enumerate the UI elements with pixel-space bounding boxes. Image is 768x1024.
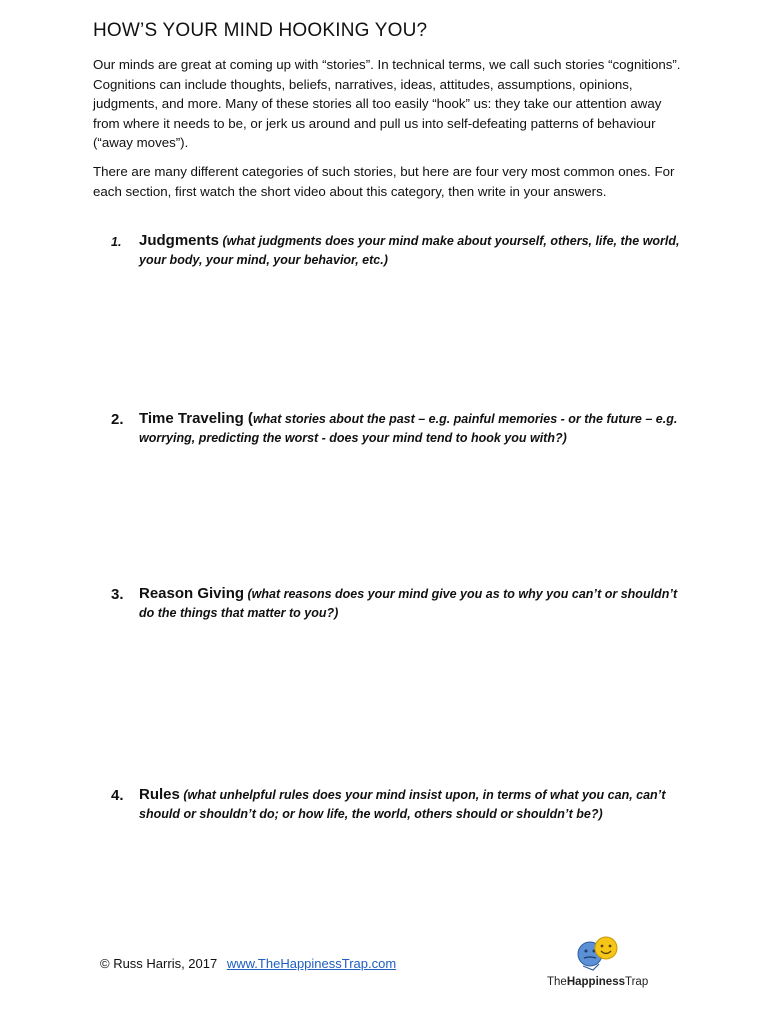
intro-paragraph-1: Our minds are great at coming up with “stories”. In technical terms, we call such stories “cognitions”. Cognitions can include thoughts, beliefs, narratives, ideas, attitudes, assumptions, opinions, judgments, and more. Many of these stories all too easily “hook” us: they take our attention away from where it needs to be, or jerk us around and pull us into self-defeating patterns of behaviour (“away moves”). (93, 57, 681, 150)
website-link[interactable]: www.TheHappinessTrap.com (226, 956, 397, 971)
section-number: 1. (111, 235, 122, 249)
intro-paragraph-2: There are many different categories of such stories, but here are four very most common ones. For each section, first watch the short video about this category, then write in your answers. (93, 164, 675, 199)
section-time-traveling (111, 409, 681, 448)
section-heading: Reason Giving (139, 585, 245, 602)
section-description: (what unhelpful rules does your mind insist upon, in terms of what you can, can’t should or shouldn’t do; or how life, the world, others should or shouldn’t be?) (139, 788, 666, 821)
section-heading: Time Traveling ( (139, 410, 253, 427)
footer (100, 956, 396, 971)
section-heading: Rules (139, 786, 180, 803)
section-description: (what judgments does your mind make about yourself, others, life, the world, your body, your mind, your behavior, etc.) (139, 234, 680, 267)
section-heading: Judgments (139, 232, 220, 249)
copyright-text: © Russ Harris, 2017 (100, 956, 218, 971)
happiness-trap-logo (545, 934, 655, 994)
section-judgments (111, 231, 681, 270)
section-reason-giving (111, 584, 681, 623)
section-number: 4. (111, 787, 124, 804)
logo-wordmark: TheHappinessTrap (547, 976, 649, 988)
section-rules (111, 785, 681, 824)
section-number: 3. (111, 586, 124, 603)
smiley-faces-icon (573, 934, 623, 976)
section-description: (what reasons does your mind give you as to why you can’t or shouldn’t do the things that matter to you?) (139, 587, 678, 620)
section-description: what stories about the past – e.g. painful memories - or the future – e.g. worrying, predicting the worst - does your mind tend to hook you with?) (139, 412, 678, 445)
page-title: HOW’S YOUR MIND HOOKING YOU? (93, 20, 428, 41)
section-number: 2. (111, 411, 124, 428)
